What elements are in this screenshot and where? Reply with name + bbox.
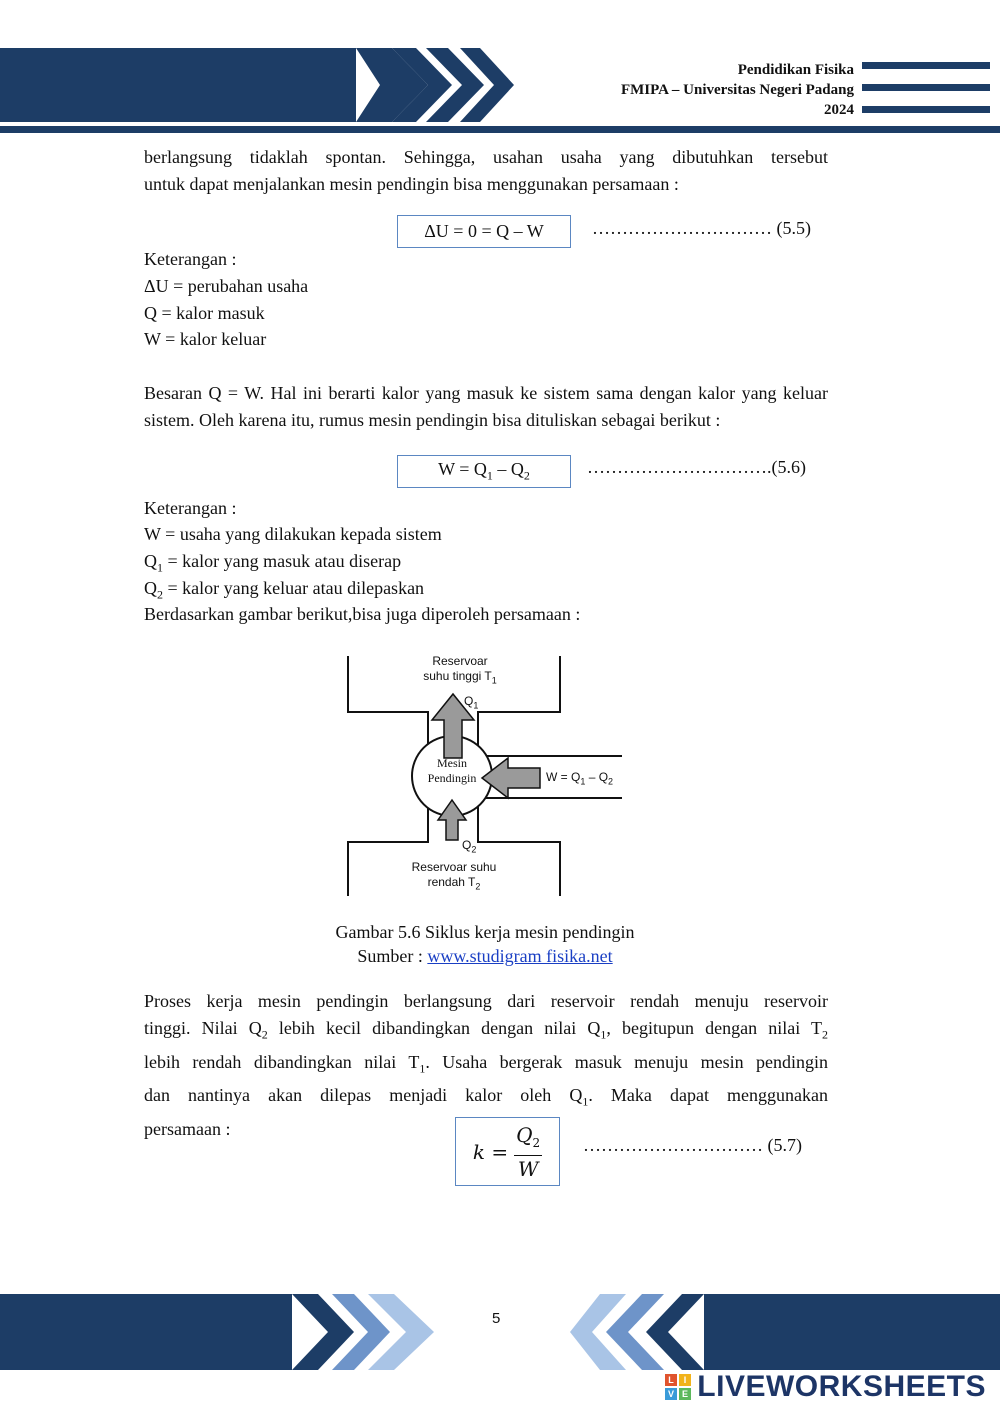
equation-5-7-box <box>455 1117 560 1186</box>
page-number: 5 <box>492 1310 501 1327</box>
keterangan-1-item: ΔU = perubahan usaha <box>144 276 309 296</box>
figure-lead-text: Berdasarkan gambar berikut,bisa juga diperoleh persamaan : <box>144 604 581 624</box>
refrigerator-cycle-figure <box>340 648 640 903</box>
q1-label: $Q_1$ <box>464 694 479 711</box>
footer-banner <box>0 1290 1000 1370</box>
keterangan-2-item: W = usaha yang dilakukan kepada sistem <box>144 524 442 544</box>
source-link[interactable]: www.studigram fisika.net <box>427 946 613 966</box>
bottom-reservoir-label: Reservoar suhu rendah $T_2$ <box>411 860 497 892</box>
intro-line-2: untuk dapat menjalankan mesin pendingin bisa menggunakan persamaan : <box>144 174 679 194</box>
equation-5-6-box <box>397 455 571 488</box>
intro-paragraph <box>144 144 828 198</box>
equation-5-5-number: ………………………… (5.5) <box>592 218 811 238</box>
figure-caption <box>0 920 970 968</box>
keterangan-1-item: Q = kalor masuk <box>144 303 265 323</box>
intro-line-1: berlangsung tidaklah spontan. Sehingga, usahan usaha yang dibutuhkan tersebut <box>144 147 828 167</box>
liveworksheets-wordmark: LIVEWORKSHEETS <box>697 1370 986 1403</box>
equation-5-7-number: ………………………… (5.7) <box>583 1135 802 1155</box>
equation-5-6-number: ………………………….(5.6) <box>587 457 806 477</box>
header-program: Pendidikan Fisika <box>737 62 854 78</box>
equation-5-6: $W = Q_1 - Q_2$ <box>438 459 530 483</box>
figure-caption-source: Sumber : www.studigram fisika.net <box>357 946 613 966</box>
work-label: $W = Q_1 - Q_2$ <box>546 770 614 787</box>
liveworksheets-icon: L I V E <box>665 1374 691 1400</box>
header-university: FMIPA – Universitas Negeri Padang <box>620 82 854 98</box>
engine-label: Mesin Pendingin <box>427 756 477 785</box>
keterangan-2-title: Keterangan : <box>144 498 237 518</box>
paragraph-2: Besaran Q = W. Hal ini berarti kalor yang masuk ke sistem sama dengan kalor yang keluar sistem. Oleh karena itu, rumus mesin pendingin bisa dituliskan sebagai berikut : <box>144 383 828 430</box>
keterangan-2-item: $Q_2$ = kalor yang keluar atau dilepaskan <box>144 578 425 602</box>
keterangan-1-title: Keterangan : <box>144 249 237 269</box>
figure-caption-title: Gambar 5.6 Siklus kerja mesin pendingin <box>335 922 635 942</box>
equation-5-5: ΔU = 0 = Q – W <box>424 221 544 241</box>
equation-5-5-box <box>397 215 571 248</box>
keterangan-1-item: W = kalor keluar <box>144 329 267 349</box>
equation-5-7: k = $\frac{Q_2}{W}$ <box>472 1122 541 1181</box>
keterangan-2-item: $Q_1$ = kalor yang masuk atau diserap <box>144 551 402 575</box>
q2-label: $Q_2$ <box>462 838 477 855</box>
header-title <box>621 60 854 120</box>
paragraph-3: Proses kerja mesin pendingin berlangsung dari reservoir rendah menuju reservoir tinggi. Nilai $Q_2$ lebih kecil dibandingkan dengan nilai $Q_1$, begitupun dengan nilai $T_2$ lebih rendah dibandingkan nilai $T_1$. Usaha bergerak masuk menuju mesin pendingin dan nantinya akan dilepas menjadi kalor oleh $Q_1$. Maka dapat menggunakan persamaan : <box>144 991 828 1139</box>
liveworksheets-logo[interactable] <box>665 1370 986 1404</box>
header-year: 2024 <box>824 102 854 118</box>
top-reservoir-label: Reservoar suhu tinggi $T_1$ <box>423 654 497 686</box>
